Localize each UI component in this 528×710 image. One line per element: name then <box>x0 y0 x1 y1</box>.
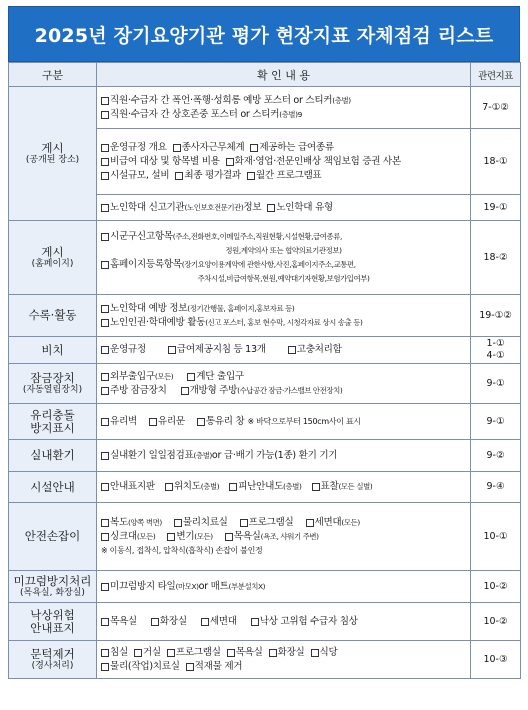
checkbox[interactable] <box>149 418 157 426</box>
checklist-item[interactable]: 물리치료실 <box>174 516 228 530</box>
items-cell <box>97 603 471 641</box>
checkbox[interactable] <box>101 233 109 241</box>
checkbox[interactable] <box>250 144 258 152</box>
checklist-item[interactable]: 유리문 <box>149 415 185 429</box>
checklist-item[interactable]: 프로그램실 <box>240 516 294 530</box>
checklist-item[interactable]: 거실 <box>134 646 161 660</box>
checklist-item[interactable]: 목욕실 <box>101 615 137 629</box>
category-sub: (자동열림장치) <box>22 384 83 395</box>
checkbox[interactable] <box>101 418 109 426</box>
checklist-item[interactable]: 외부출입구 (모든) <box>101 370 173 384</box>
checkbox[interactable] <box>101 649 109 657</box>
table-row <box>9 440 521 472</box>
category-sub: (홈페이지) <box>31 258 74 269</box>
indicator-cell: 1-① 4-① <box>471 337 521 364</box>
checklist-item[interactable]: 표찰 (모든 실별) <box>312 480 373 494</box>
table-row <box>9 472 521 503</box>
checklist-item[interactable]: 복도 (양쪽 벽면) <box>101 516 162 530</box>
checklist-item[interactable]: 유리벽 <box>101 415 137 429</box>
checkbox[interactable] <box>101 533 109 541</box>
check-line <box>101 646 466 660</box>
indicator-cell: 10-② <box>471 571 521 603</box>
category-label: 게시 <box>41 140 64 155</box>
checklist-item[interactable]: 세면대 <box>201 615 237 629</box>
checkbox[interactable] <box>101 583 109 591</box>
checkbox[interactable] <box>101 452 109 460</box>
category-cell: 안전손잡이 <box>9 503 97 571</box>
items-cell <box>97 571 471 603</box>
checkbox[interactable] <box>288 346 296 354</box>
checkbox[interactable] <box>201 618 209 626</box>
checklist-item[interactable]: 변기 (모든) <box>167 530 212 544</box>
checklist-item[interactable]: 안내표지판 <box>101 480 155 494</box>
checklist-item[interactable]: 급여제공지침 등 13개 <box>168 343 266 357</box>
items-cell <box>97 472 471 503</box>
check-line <box>101 480 466 494</box>
checklist-item[interactable]: 노인학대 신고기관 (노인보호전문기관) 정보 <box>101 201 261 215</box>
checkbox[interactable] <box>306 519 314 527</box>
checklist-item[interactable]: 운영규정 <box>101 343 146 357</box>
checkbox[interactable] <box>229 483 237 491</box>
check-line <box>101 516 466 530</box>
checkbox[interactable] <box>101 97 109 105</box>
check-line <box>101 660 466 674</box>
checkbox[interactable] <box>101 111 109 119</box>
checkbox[interactable] <box>101 387 109 395</box>
checkbox[interactable] <box>151 618 159 626</box>
checklist-item[interactable]: 운영규정 개요 <box>101 141 167 155</box>
checklist-item[interactable]: 세면대 (모든) <box>306 516 360 530</box>
checkbox[interactable] <box>247 172 255 180</box>
header-indicator: 관련지표 <box>471 63 521 87</box>
checkbox[interactable] <box>167 533 175 541</box>
checklist-item[interactable]: 적재물 제거 <box>186 660 243 674</box>
checkbox[interactable] <box>101 346 109 354</box>
indicator-cell: 10-② <box>471 603 521 641</box>
table-row <box>9 603 521 641</box>
checklist-item[interactable]: 직원·수급자 간 상호존중 포스터 or 스티커 (층별)9 <box>101 108 302 122</box>
checkbox[interactable] <box>101 172 109 180</box>
check-line <box>101 530 466 544</box>
checkbox[interactable] <box>311 649 319 657</box>
table-row <box>9 221 521 295</box>
table-row <box>9 404 521 440</box>
checklist-item[interactable]: 목욕실 (욕조, 샤워기 주변) <box>225 530 319 544</box>
category-cell <box>9 641 97 679</box>
checklist-item[interactable]: 화장실 <box>269 646 305 660</box>
checklist-item[interactable]: 위치도 (층별) <box>165 480 219 494</box>
checklist-item[interactable]: 시군구신고항목 (주소,전화번호,이메일주소,직원현황,시설현황,급여종류, <box>101 230 342 244</box>
checklist-item[interactable]: 비급여 대상 및 항목별 비용 <box>101 155 220 169</box>
checkbox[interactable] <box>101 204 109 212</box>
checkbox[interactable] <box>101 663 109 671</box>
indicator-cell: 9-④ <box>471 472 521 503</box>
checkbox[interactable] <box>101 158 109 166</box>
category-sub: (경사처리) <box>31 660 74 671</box>
checkbox[interactable] <box>173 144 181 152</box>
table-row <box>9 641 521 679</box>
check-line <box>101 94 466 108</box>
table-row <box>9 337 521 364</box>
indicator-cell: 18-② <box>471 221 521 295</box>
category-cell: 시설안내 <box>9 472 97 503</box>
items-cell <box>97 364 471 404</box>
checklist-item[interactable]: 미끄럼방지 타일 (마모X) or 매트 (부분설치X) <box>101 580 265 594</box>
check-line <box>101 230 466 244</box>
check-line <box>101 302 466 316</box>
checkbox[interactable] <box>165 483 173 491</box>
checkbox[interactable] <box>168 346 176 354</box>
checklist-item[interactable]: 화재·영업·전문인배상 책임보험 증권 사본 <box>226 155 401 169</box>
category-cell: 유리충돌 방지표시 <box>9 404 97 440</box>
items-cell <box>97 404 471 440</box>
category-cell <box>9 571 97 603</box>
checklist-item[interactable]: 고충처리함 <box>288 343 342 357</box>
checklist-title: 2025년 장기요양기관 평가 현장지표 자체점검 리스트 <box>8 6 520 62</box>
header-row <box>9 63 521 87</box>
checklist-item[interactable]: 월간 프로그램표 <box>247 169 322 183</box>
checklist-item[interactable]: 홈페이지등록항목 (장기요양이용계약에 관한사항,사진,홈페이지주소,교통편, <box>101 258 356 272</box>
indicator-cell: 19-①② <box>471 295 521 337</box>
checklist-item[interactable]: 침실 <box>101 646 128 660</box>
check-line <box>101 415 466 429</box>
header-content: 확 인 내 용 <box>97 63 471 87</box>
indicator-cell: 19-① <box>471 195 521 221</box>
checklist-table <box>8 62 521 679</box>
checklist-item[interactable]: 목욕실 <box>227 646 263 660</box>
checkbox[interactable] <box>187 373 195 381</box>
table-row <box>9 503 521 571</box>
checklist-item[interactable]: 최종 평가결과 <box>175 169 241 183</box>
checklist-item[interactable]: 싱크대 (모든) <box>101 530 155 544</box>
checkbox[interactable] <box>101 261 109 269</box>
checklist-item[interactable]: 주방 잠금장치 <box>101 384 167 398</box>
checkbox[interactable] <box>267 204 275 212</box>
checkbox[interactable] <box>269 649 277 657</box>
checkbox[interactable] <box>134 649 142 657</box>
checkbox[interactable] <box>312 483 320 491</box>
category-label: 잠금장치 <box>30 370 75 385</box>
checkbox[interactable] <box>186 663 194 671</box>
category-label: 미끄럼방지처리 <box>13 573 92 588</box>
category-cell <box>9 364 97 404</box>
category-cell: 실내환기 <box>9 440 97 472</box>
checklist-item[interactable]: 노인학대 유형 <box>267 201 333 215</box>
checkbox[interactable] <box>240 519 248 527</box>
check-line-continued: 정원,계약의사 또는 협약의료기관정보) <box>225 245 342 255</box>
checklist-item[interactable]: 제공하는 급여종류 <box>250 141 334 155</box>
checkbox[interactable] <box>226 158 234 166</box>
category-sub: (목욕실, 화장실) <box>20 587 85 598</box>
indicator-cell: 9-① <box>471 364 521 404</box>
checkbox[interactable] <box>251 618 259 626</box>
items-cell <box>97 641 471 679</box>
checklist-item[interactable]: 피난안내도 (층별) <box>229 480 301 494</box>
check-line <box>101 580 466 594</box>
category-label: 문턱제거 <box>30 646 75 661</box>
checklist-item[interactable]: 낙상 고위험 수급자 침상 <box>251 615 358 629</box>
check-line <box>101 384 466 398</box>
checklist-item[interactable]: 계단 출입구 <box>187 370 244 384</box>
checklist-item[interactable]: 통유리 창 ※ 바닥으로부터 150cm사이 표시 <box>197 415 361 429</box>
checklist-item[interactable]: 시설규모, 설비 <box>101 169 169 183</box>
table-row <box>9 571 521 603</box>
checkbox[interactable] <box>181 387 189 395</box>
check-line <box>101 449 466 463</box>
indicator-cell: 9-① <box>471 404 521 440</box>
table-row <box>9 295 521 337</box>
checklist-item[interactable]: 종사자근무체계 <box>173 141 245 155</box>
checklist-item[interactable]: 식당 <box>311 646 338 660</box>
category-cell <box>9 221 97 295</box>
items-cell <box>97 337 471 364</box>
checkbox[interactable] <box>101 305 109 313</box>
check-line <box>101 370 466 384</box>
checklist-item[interactable]: 화장실 <box>151 615 187 629</box>
checkbox[interactable] <box>101 483 109 491</box>
indicator-cell: 10-① <box>471 503 521 571</box>
check-line <box>101 615 466 629</box>
table-row <box>9 87 521 129</box>
category-cell: 낙상위험 안내표지 <box>9 603 97 641</box>
table-row <box>9 364 521 404</box>
checkbox[interactable] <box>227 649 235 657</box>
check-line <box>101 201 466 215</box>
check-line <box>101 169 466 183</box>
checkbox[interactable] <box>197 418 205 426</box>
checkbox[interactable] <box>174 519 182 527</box>
checkbox[interactable] <box>101 319 109 327</box>
check-line-continued: 주차시설,비급여항목,현원,예약대기자현황,보험가입여부) <box>197 273 370 283</box>
checkbox[interactable] <box>175 172 183 180</box>
items-cell <box>97 503 471 571</box>
check-line <box>101 141 466 155</box>
items-cell <box>97 440 471 472</box>
category-cell <box>9 87 97 221</box>
checklist-item[interactable]: 프로그램실 <box>167 646 221 660</box>
check-line <box>101 316 466 330</box>
category-cell: 수록·활동 <box>9 295 97 337</box>
checkbox[interactable] <box>101 144 109 152</box>
checklist-item[interactable]: 개방형 주방 (수납공간 잠금·가스밸브 안전장치) <box>181 384 343 398</box>
items-cell <box>97 195 471 221</box>
checklist-item[interactable]: 실내환기 일일점검표 (층별) or 급·배기 가능(1종) 환기 기기 <box>101 449 337 463</box>
items-cell <box>97 295 471 337</box>
checkbox[interactable] <box>101 618 109 626</box>
checklist-item[interactable]: 물리(작업)치료실 <box>101 660 180 674</box>
checkbox[interactable] <box>167 649 175 657</box>
indicator-cell: 9-② <box>471 440 521 472</box>
header-category: 구분 <box>9 63 97 87</box>
category-cell: 비치 <box>9 337 97 364</box>
check-line <box>101 155 466 169</box>
checklist-item[interactable]: 노인인권·학대예방 활동 (신고 포스터, 홍보 현수막, 시청각자료 상시 송출 등) <box>101 316 363 330</box>
checklist-item[interactable]: 노인학대 예방 정보 (정기간행물, 홈페이지,홍보자료 등) <box>101 302 294 316</box>
category-label: 게시 <box>41 244 64 259</box>
items-cell <box>97 87 471 129</box>
items-cell <box>97 221 471 295</box>
checklist-item[interactable]: 직원·수급자 간 폭언·폭행·성희롱 예방 포스터 or 스티커 (층별) <box>101 94 351 108</box>
indicator-cell: 18-① <box>471 129 521 195</box>
category-sub: (공개된 장소) <box>25 154 80 165</box>
checkbox[interactable] <box>225 533 233 541</box>
handrail-note: ※ 이동식, 접착식, 압착식(흡착식) 손잡이 불인정 <box>101 545 263 555</box>
check-line <box>101 343 466 357</box>
indicator-cell: 7-①② <box>471 87 521 129</box>
checkbox[interactable] <box>101 373 109 381</box>
items-cell <box>97 129 471 195</box>
checkbox[interactable] <box>101 519 109 527</box>
indicator-cell: 10-③ <box>471 641 521 679</box>
check-line <box>101 258 466 272</box>
check-line <box>101 108 466 122</box>
